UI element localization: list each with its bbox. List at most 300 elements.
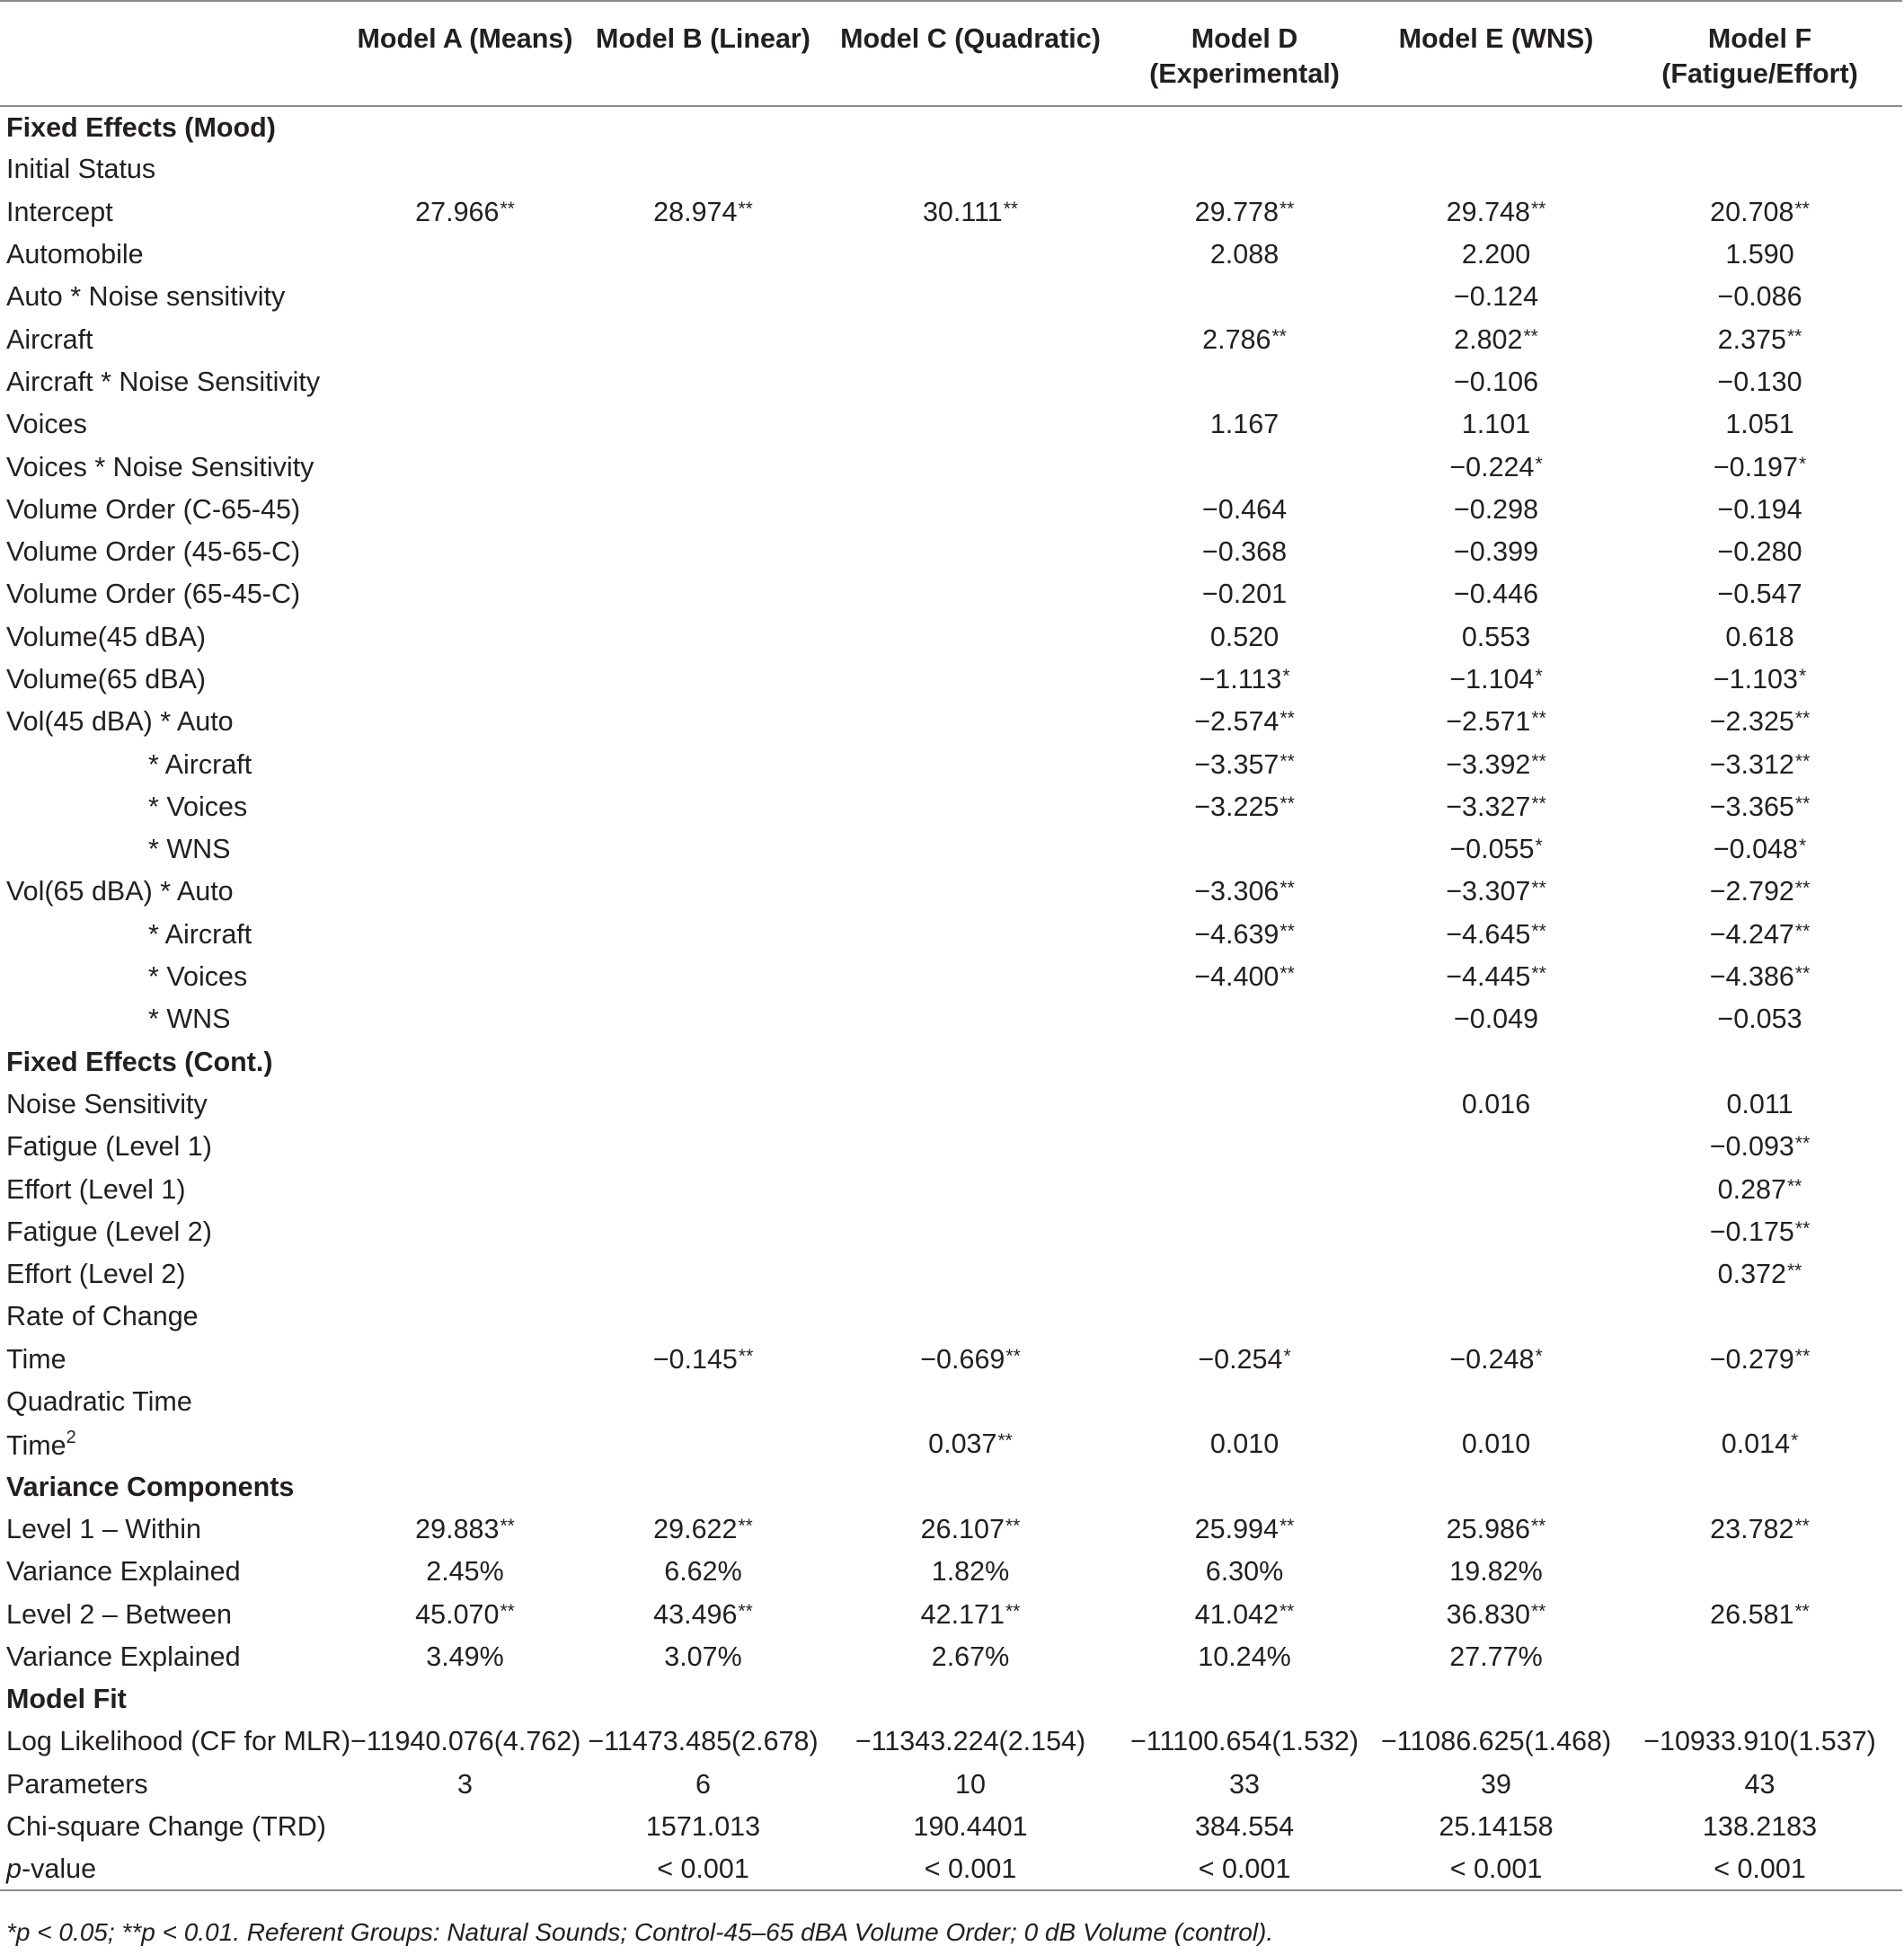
cell-model-a — [350, 1211, 580, 1253]
cell-model-d: 6.30% — [1205, 1556, 1284, 1588]
cell-model-c: < 0.001 — [827, 1848, 1114, 1890]
table-row — [0, 1381, 1902, 1423]
significance-marker: ** — [1794, 750, 1811, 772]
cell-model-b — [580, 1423, 827, 1465]
cell-model-e — [1375, 148, 1617, 190]
cell-model-b: < 0.001 — [580, 1848, 827, 1890]
significance-marker: * — [1535, 453, 1543, 474]
significance-marker: ** — [1794, 920, 1811, 942]
significance-marker: ** — [1531, 708, 1546, 730]
row-label: * Voices — [148, 791, 248, 822]
cell-model-e: −1.104* — [1449, 664, 1543, 694]
cell-model-e: 36.830** — [1446, 1598, 1546, 1630]
cell-model-a — [350, 1084, 580, 1126]
significance-marker: * — [1791, 1430, 1799, 1452]
cell-model-d — [1114, 446, 1375, 488]
row-label: Chi-square Change (TRD) — [6, 1811, 326, 1843]
cell-model-e: 2.200 — [1461, 239, 1531, 270]
header-cell-model-c: Model C (Quadratic) — [827, 1, 1114, 106]
row-label: Vol(45 dBA) * Auto — [6, 706, 234, 738]
cell-model-f: −0.093** — [1709, 1131, 1811, 1163]
table-row — [0, 1508, 1902, 1551]
cell-model-f: −0.194 — [1717, 493, 1802, 525]
significance-marker: ** — [738, 198, 753, 219]
cell-model-f: 0.011 — [1726, 1088, 1793, 1119]
table-row — [0, 276, 1902, 318]
cell-model-f: −0.086 — [1717, 281, 1802, 313]
cell-model-a — [350, 106, 580, 148]
cell-model-b — [580, 786, 827, 828]
cell-model-f: −2.325** — [1709, 706, 1811, 738]
cell-model-e — [1375, 1126, 1617, 1168]
cell-model-e — [1375, 1678, 1617, 1721]
cell-model-c — [827, 1041, 1114, 1084]
cell-model-c — [827, 616, 1114, 659]
cell-model-c — [827, 786, 1114, 828]
significance-marker: ** — [1794, 1217, 1811, 1239]
cell-model-b: 1571.013 — [645, 1811, 761, 1843]
cell-model-d — [1114, 1296, 1375, 1338]
cell-model-b — [580, 403, 827, 446]
cell-model-b — [580, 701, 827, 743]
cell-model-f: 23.782** — [1710, 1513, 1810, 1544]
cell-model-b — [580, 1041, 827, 1084]
cell-model-e: 25.14158 — [1439, 1811, 1554, 1843]
cell-model-a — [350, 1806, 580, 1848]
row-label: Initial Status — [6, 154, 156, 185]
cell-model-f — [1617, 1296, 1902, 1338]
row-label: Level 2 – Between — [6, 1598, 232, 1630]
cell-model-d: −0.201 — [1201, 579, 1288, 610]
cell-model-b — [580, 616, 827, 659]
row-label: Aircraft * Noise Sensitivity — [6, 366, 321, 397]
cell-model-a: 2.45% — [426, 1556, 504, 1588]
cell-model-b — [580, 1126, 827, 1168]
significance-marker: ** — [500, 1515, 515, 1536]
row-label: Variance Components — [6, 1471, 295, 1502]
table-row — [0, 1423, 1902, 1465]
cell-model-e: −3.327** — [1446, 791, 1546, 822]
row-label: * Aircraft — [148, 748, 252, 780]
significance-marker: * — [1283, 1345, 1291, 1367]
significance-marker: ** — [1005, 1600, 1021, 1622]
cell-model-b — [580, 1466, 827, 1508]
cell-model-f: −2.792** — [1709, 876, 1811, 907]
section-row — [0, 1041, 1902, 1084]
table-row — [0, 616, 1902, 659]
cell-model-d: 1.167 — [1209, 409, 1280, 440]
cell-model-e: 0.016 — [1461, 1088, 1531, 1119]
cell-model-e: −0.298 — [1453, 493, 1539, 525]
cell-model-f: 0.372** — [1717, 1259, 1802, 1290]
row-label: Volume(45 dBA) — [6, 621, 207, 652]
row-label: Volume(65 dBA) — [6, 664, 207, 694]
cell-model-c — [827, 106, 1114, 148]
row-label: Volume Order (C-65-45) — [6, 493, 301, 525]
cell-model-e: −3.307** — [1446, 876, 1546, 907]
section-row — [0, 106, 1902, 148]
table-row — [0, 871, 1902, 913]
row-label: Parameters — [6, 1768, 148, 1800]
cell-model-f: 26.581** — [1710, 1598, 1810, 1630]
cell-model-d: 33 — [1229, 1768, 1260, 1800]
row-label: * Aircraft — [148, 918, 252, 950]
cell-model-f: −0.130 — [1717, 366, 1802, 397]
cell-model-a — [350, 489, 580, 531]
cell-model-f: −0.280 — [1717, 536, 1802, 568]
cell-model-a — [350, 659, 580, 701]
cell-model-f: 2.375** — [1717, 323, 1802, 355]
significance-marker: ** — [1794, 792, 1811, 814]
cell-model-b — [580, 1168, 827, 1210]
row-label: Quadratic Time — [6, 1386, 192, 1418]
significance-marker: * — [1535, 1345, 1543, 1367]
cell-model-e: −3.392** — [1446, 748, 1546, 780]
cell-model-b: 3.07% — [664, 1641, 742, 1672]
cell-model-a — [350, 616, 580, 659]
header-cell-model-a: Model A (Means) — [350, 1, 580, 106]
row-label: Fixed Effects (Cont.) — [6, 1046, 273, 1077]
cell-model-c — [827, 489, 1114, 531]
header-cell-model-f: Model F (Fatigue/Effort) — [1617, 1, 1902, 106]
table-row — [0, 573, 1902, 615]
significance-marker: ** — [1530, 198, 1546, 219]
row-label: Fatigue (Level 1) — [6, 1131, 212, 1163]
table-row — [0, 1806, 1902, 1848]
table-row — [0, 1339, 1902, 1381]
cell-model-a — [350, 998, 580, 1040]
cell-model-d — [1114, 828, 1375, 871]
significance-marker: ** — [1531, 750, 1546, 772]
cell-model-e — [1375, 1211, 1617, 1253]
significance-marker: ** — [1531, 792, 1546, 814]
cell-model-c — [827, 403, 1114, 446]
row-label: Voices — [6, 409, 87, 440]
cell-model-f: 138.2183 — [1702, 1811, 1818, 1843]
cell-model-e: −0.399 — [1453, 536, 1539, 568]
cell-model-b — [580, 531, 827, 573]
cell-model-b — [580, 318, 827, 360]
cell-model-c — [827, 573, 1114, 615]
significance-marker: ** — [738, 1600, 753, 1622]
cell-model-a — [350, 234, 580, 276]
cell-model-c: −0.669** — [920, 1343, 1021, 1375]
significance-marker: ** — [1531, 963, 1546, 985]
significance-marker: ** — [1794, 1345, 1811, 1367]
table-row — [0, 1636, 1902, 1678]
cell-model-a: 3.49% — [426, 1641, 504, 1672]
cell-model-c — [827, 276, 1114, 318]
row-label: Fatigue (Level 2) — [6, 1216, 212, 1247]
significance-marker: ** — [1003, 198, 1019, 219]
table-row — [0, 701, 1902, 743]
cell-model-a: 27.966** — [415, 196, 515, 227]
row-label: * WNS — [148, 834, 231, 865]
significance-marker: * — [1282, 666, 1290, 686]
cell-model-d — [1114, 1084, 1375, 1126]
cell-model-a — [350, 1678, 580, 1721]
italic-text: p — [6, 1853, 22, 1884]
table-row — [0, 1721, 1902, 1763]
row-label: Time$^2$ — [6, 1427, 76, 1461]
row-label: Auto * Noise sensitivity — [6, 281, 286, 313]
cell-model-e: < 0.001 — [1375, 1848, 1617, 1890]
significance-marker: ** — [1794, 1133, 1811, 1154]
table-row — [0, 1211, 1902, 1253]
cell-model-f: −4.386** — [1709, 961, 1811, 993]
significance-marker: ** — [1786, 1175, 1802, 1197]
cell-model-d: −3.225** — [1194, 791, 1295, 822]
cell-model-d — [1114, 1678, 1375, 1721]
cell-model-c — [827, 1466, 1114, 1508]
cell-model-c — [827, 1678, 1114, 1721]
row-label: Voices * Noise Sensitivity — [6, 451, 314, 482]
cell-model-d: 0.520 — [1209, 621, 1280, 652]
row-label: Automobile — [6, 239, 144, 270]
table-row — [0, 403, 1902, 446]
cell-model-b — [580, 1253, 827, 1296]
row-label: Aircraft — [6, 323, 93, 355]
cell-model-d — [1114, 1211, 1375, 1253]
cell-model-e — [1375, 1041, 1617, 1084]
cell-model-b — [580, 914, 827, 956]
cell-model-d: 25.994** — [1194, 1513, 1295, 1544]
table-row — [0, 786, 1902, 828]
significance-marker: * — [1798, 836, 1807, 857]
cell-model-f — [1617, 1466, 1902, 1508]
cell-model-c — [827, 1381, 1114, 1423]
row-label: Variance Explained — [6, 1556, 241, 1588]
significance-marker: ** — [1279, 1600, 1295, 1622]
table-body — [0, 106, 1902, 1890]
significance-marker: ** — [1280, 878, 1295, 899]
table-row — [0, 1126, 1902, 1168]
cell-model-e: −4.445** — [1446, 961, 1546, 993]
cell-model-e: −4.645** — [1446, 918, 1546, 950]
cell-model-f: −0.547 — [1717, 579, 1802, 610]
cell-model-c — [827, 1211, 1114, 1253]
cell-model-a — [350, 1381, 580, 1423]
table-row — [0, 361, 1902, 403]
cell-model-d — [1114, 1381, 1375, 1423]
table-row — [0, 743, 1902, 785]
significance-marker: ** — [1786, 1261, 1802, 1282]
table-row — [0, 446, 1902, 488]
cell-model-f — [1617, 1041, 1902, 1084]
significance-marker: ** — [1280, 963, 1295, 985]
cell-model-b — [580, 1381, 827, 1423]
cell-model-c — [827, 1126, 1114, 1168]
row-label: Log Likelihood (CF for MLR) — [6, 1726, 351, 1757]
cell-model-e: −11086.625(1.468) — [1380, 1726, 1612, 1757]
cell-model-c: 2.67% — [931, 1641, 1010, 1672]
cell-model-e: −0.106 — [1453, 366, 1539, 397]
cell-model-c — [827, 701, 1114, 743]
cell-model-b — [580, 234, 827, 276]
cell-model-b — [580, 743, 827, 785]
cell-model-b — [580, 361, 827, 403]
row-label: Noise Sensitivity — [6, 1088, 208, 1119]
significance-marker: ** — [1531, 878, 1546, 899]
cell-model-e — [1375, 1168, 1617, 1210]
superscript: 2 — [66, 1427, 76, 1447]
cell-model-c — [827, 659, 1114, 701]
cell-model-b — [580, 276, 827, 318]
cell-model-b: 6 — [695, 1768, 711, 1800]
table-row — [0, 148, 1902, 190]
table-row — [0, 489, 1902, 531]
cell-model-d: −3.306** — [1194, 876, 1295, 907]
cell-model-c — [827, 361, 1114, 403]
cell-model-c — [827, 871, 1114, 913]
cell-model-d — [1114, 361, 1375, 403]
cell-model-a — [350, 914, 580, 956]
table-row — [0, 998, 1902, 1040]
cell-model-f: −0.279** — [1709, 1343, 1811, 1375]
cell-model-f: −10933.910(1.537) — [1643, 1726, 1876, 1757]
cell-model-d: 2.088 — [1209, 239, 1280, 270]
significance-marker: ** — [1794, 878, 1811, 899]
significance-marker: ** — [1271, 325, 1287, 347]
row-label: * WNS — [148, 1004, 231, 1035]
cell-model-d: −1.113* — [1199, 664, 1290, 694]
cell-model-b — [580, 871, 827, 913]
cell-model-d: 384.554 — [1194, 1811, 1295, 1843]
cell-model-c: 0.037** — [928, 1429, 1013, 1460]
cell-model-f: −3.312** — [1709, 748, 1811, 780]
cell-model-f — [1617, 148, 1902, 190]
cell-model-a: 45.070** — [415, 1598, 515, 1630]
cell-model-a — [350, 871, 580, 913]
cell-model-c: −11343.224(2.154) — [855, 1726, 1086, 1757]
table-row — [0, 956, 1902, 998]
cell-model-c — [827, 148, 1114, 190]
cell-model-b: 43.496** — [653, 1598, 753, 1630]
cell-model-e: 39 — [1481, 1768, 1511, 1800]
cell-model-d: 29.778** — [1194, 196, 1295, 227]
significance-marker: ** — [1794, 963, 1811, 985]
cell-model-c — [827, 956, 1114, 998]
cell-model-f: 20.708** — [1710, 196, 1810, 227]
cell-model-c: 30.111** — [922, 196, 1019, 227]
cell-model-a — [350, 1126, 580, 1168]
cell-model-a — [350, 573, 580, 615]
cell-model-a — [350, 1041, 580, 1084]
table-row — [0, 828, 1902, 871]
significance-marker: ** — [1280, 708, 1295, 730]
cell-model-b — [580, 956, 827, 998]
significance-marker: * — [1798, 453, 1807, 474]
cell-model-e: 1.101 — [1461, 409, 1531, 440]
row-label: Variance Explained — [6, 1641, 241, 1672]
cell-model-b — [580, 828, 827, 871]
table-row — [0, 1848, 1902, 1890]
cell-model-d — [1114, 1126, 1375, 1168]
cell-model-e — [1375, 1296, 1617, 1338]
row-label: Effort (Level 1) — [6, 1173, 186, 1205]
cell-model-a — [350, 956, 580, 998]
cell-model-c — [827, 998, 1114, 1040]
cell-model-a — [350, 1296, 580, 1338]
cell-model-d: −4.400** — [1194, 961, 1295, 993]
cell-model-e: 2.802** — [1454, 323, 1538, 355]
significance-marker: ** — [1530, 1515, 1546, 1536]
cell-model-f: −0.053 — [1717, 1004, 1802, 1035]
cell-model-a — [350, 318, 580, 360]
table-row — [0, 914, 1902, 956]
row-label: Time — [6, 1343, 66, 1375]
cell-model-c — [827, 234, 1114, 276]
cell-model-a — [350, 743, 580, 785]
cell-model-b — [580, 446, 827, 488]
cell-model-c — [827, 743, 1114, 785]
table-row — [0, 1084, 1902, 1126]
significance-marker: ** — [738, 1515, 753, 1536]
significance-marker: ** — [1279, 1515, 1295, 1536]
cell-model-e: 0.010 — [1461, 1429, 1531, 1460]
cell-model-e — [1375, 1381, 1617, 1423]
cell-model-c — [827, 1296, 1114, 1338]
significance-marker: ** — [1531, 920, 1546, 942]
cell-model-f: −0.175** — [1709, 1216, 1811, 1247]
cell-model-b: 28.974** — [653, 196, 753, 227]
cell-model-f: −4.247** — [1709, 918, 1811, 950]
cell-model-d — [1114, 276, 1375, 318]
significance-marker: ** — [1530, 1600, 1546, 1622]
cell-model-f — [1617, 106, 1902, 148]
cell-model-c — [827, 531, 1114, 573]
significance-marker: ** — [500, 1600, 515, 1622]
cell-model-b — [580, 1084, 827, 1126]
cell-model-d: 41.042** — [1194, 1598, 1295, 1630]
cell-model-c: 26.107** — [920, 1513, 1021, 1544]
cell-model-b: −11473.485(2.678) — [588, 1726, 819, 1757]
cell-model-c — [827, 1168, 1114, 1210]
cell-model-d: < 0.001 — [1114, 1848, 1375, 1890]
cell-model-e: 29.748** — [1446, 196, 1546, 227]
cell-model-a — [350, 1339, 580, 1381]
cell-model-c — [827, 446, 1114, 488]
cell-model-d: −4.639** — [1194, 918, 1295, 950]
cell-model-f: −3.365** — [1709, 791, 1811, 822]
cell-model-f: −1.103* — [1713, 664, 1807, 694]
cell-model-d — [1114, 1466, 1375, 1508]
significance-marker: ** — [1794, 708, 1811, 730]
cell-model-a — [350, 446, 580, 488]
row-label: Vol(65 dBA) * Auto — [6, 876, 234, 907]
cell-model-d: −0.464 — [1201, 493, 1288, 525]
cell-model-d — [1114, 148, 1375, 190]
cell-model-f: 1.590 — [1725, 239, 1794, 270]
row-label: p-value — [0, 1848, 350, 1890]
significance-marker: ** — [500, 198, 515, 219]
cell-model-f: −0.197* — [1713, 451, 1807, 482]
cell-model-c: 10 — [955, 1768, 986, 1800]
cell-model-a: 29.883** — [415, 1513, 515, 1544]
significance-marker: ** — [997, 1430, 1013, 1452]
row-label: Volume Order (65-45-C) — [6, 579, 301, 610]
table-row — [0, 531, 1902, 573]
cell-model-a — [350, 1168, 580, 1210]
significance-marker: ** — [1005, 1345, 1021, 1367]
table-row — [0, 1593, 1902, 1635]
cell-model-e: 0.553 — [1461, 621, 1531, 652]
header-row — [0, 1, 1902, 106]
cell-model-e: −0.224* — [1449, 451, 1543, 482]
cell-model-f: 0.287** — [1717, 1173, 1802, 1205]
cell-model-d — [1114, 106, 1375, 148]
cell-model-b — [580, 148, 827, 190]
